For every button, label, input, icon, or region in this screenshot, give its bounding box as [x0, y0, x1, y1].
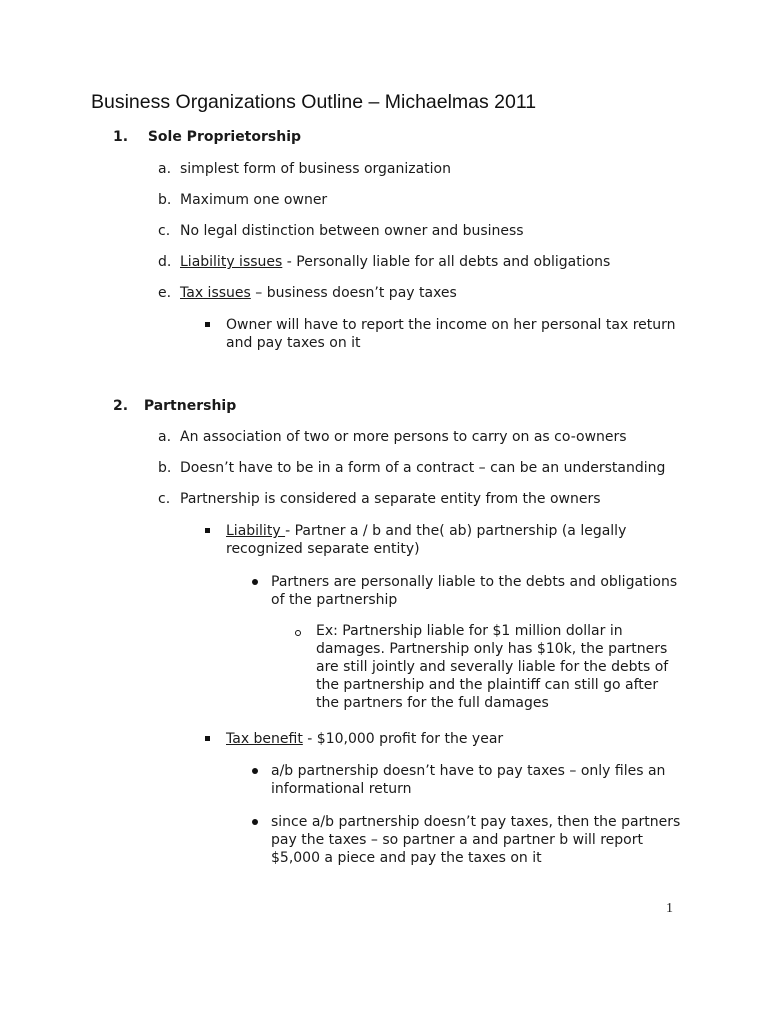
item-marker: c.: [158, 223, 171, 239]
item-text: – business doesn’t pay taxes: [250, 285, 457, 301]
section-title: Partnership: [143, 398, 237, 414]
list-item: [158, 490, 601, 508]
sub-item-body: - Partner a / b and the( ab) partnership (a legally recognized separate entity): [226, 523, 627, 557]
sub-item-text: [226, 522, 646, 558]
section-2-heading: [113, 397, 236, 415]
sub-item-text: [226, 730, 666, 748]
square-bullet-icon: [205, 736, 210, 741]
round-bullet-icon: [252, 768, 258, 774]
document-title: Business Organizations Outline – Michaelmas 2011: [91, 91, 537, 113]
list-item: [158, 428, 627, 446]
item-marker: e.: [158, 285, 172, 301]
nested-item-text: Ex: Partnership liable for $1 million dollar in damages. Partnership only has $10k, the partners are still jointly and severally liable for the debts of the partnership and the plaintiff can still go after the partners for the full damages: [316, 623, 669, 711]
item-text: - Personally liable for all debts and obligations: [282, 254, 611, 270]
section-number: 1.: [113, 129, 129, 145]
section-number: 2.: [113, 398, 129, 414]
item-text: Doesn’t have to be in a form of a contract – can be an understanding: [180, 460, 666, 476]
nested-item-text: since a/b partnership doesn’t pay taxes, then the partners pay the taxes – so partner a and partner b will report $5,000 a piece and pay the taxes on it: [271, 814, 681, 866]
item-text: No legal distinction between owner and business: [180, 223, 524, 239]
item-marker: d.: [158, 254, 172, 270]
sub-item-underlined-label: Liability: [226, 523, 286, 539]
circle-bullet-icon: [295, 630, 301, 636]
list-item: [158, 160, 451, 178]
nested-item-text: a/b partnership doesn’t have to pay taxes – only files an informational return: [271, 763, 666, 797]
item-text: Partnership is considered a separate entity from the owners: [180, 491, 601, 507]
section-title: Sole Proprietorship: [147, 129, 302, 145]
item-text: simplest form of business organization: [180, 161, 451, 177]
item-marker: c.: [158, 491, 171, 507]
sub-item-underlined-label: Tax benefit: [226, 731, 303, 747]
sub-item-body: - $10,000 profit for the year: [302, 731, 504, 747]
item-marker: a.: [158, 429, 172, 445]
list-item: [158, 222, 524, 240]
square-bullet-icon: [205, 528, 210, 533]
nested-item-text: Partners are personally liable to the debts and obligations of the partnership: [271, 574, 678, 608]
square-bullet-icon: [205, 322, 210, 327]
page-number: 1: [666, 901, 673, 916]
list-item: [158, 253, 611, 271]
round-bullet-icon: [252, 579, 258, 585]
item-marker: b.: [158, 460, 172, 476]
list-item: [158, 191, 328, 209]
list-item: [158, 459, 666, 477]
item-text: Maximum one owner: [180, 192, 328, 208]
list-item: [158, 284, 457, 302]
item-marker: a.: [158, 161, 172, 177]
item-marker: b.: [158, 192, 172, 208]
item-underlined-label: Tax issues: [180, 285, 251, 301]
sub-item-text: Owner will have to report the income on her personal tax return and pay taxes on it: [226, 317, 676, 351]
item-text: An association of two or more persons to carry on as co-owners: [180, 429, 627, 445]
section-1-heading: [113, 128, 301, 146]
round-bullet-icon: [252, 819, 258, 825]
item-underlined-label: Liability issues: [180, 254, 283, 270]
